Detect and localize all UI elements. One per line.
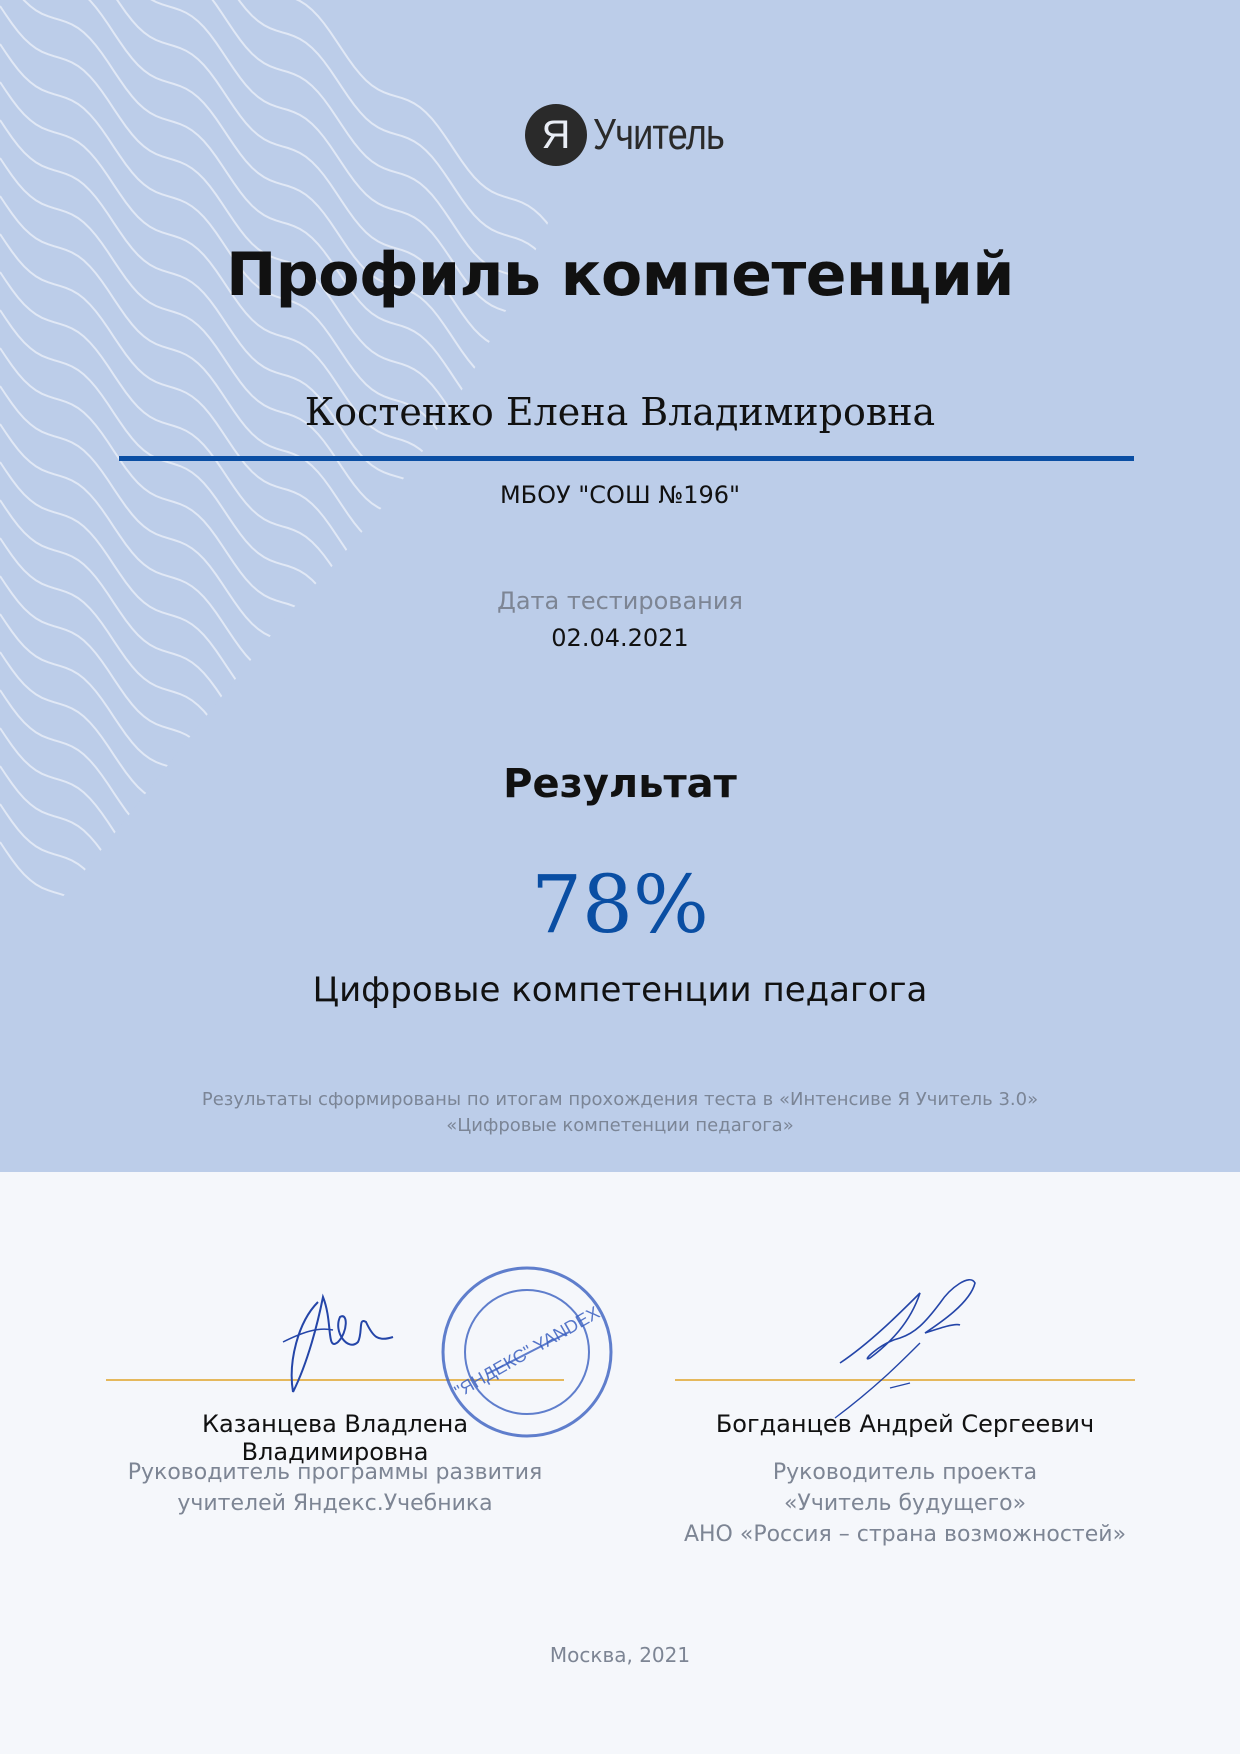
signatory-role-right-line-1: Руководитель проекта [772,1460,1038,1485]
test-date-label: Дата тестирования [497,587,743,615]
signatory-name-left: Казанцева Владлена Владимировна [201,1410,469,1466]
recipient-name: Костенко Елена Владимировна [304,390,936,434]
logo-mark: Я [525,104,587,166]
result-percentage: 78% [531,858,709,951]
test-date-value: 02.04.2021 [551,624,689,652]
logo-text: Учитель [593,110,724,159]
footer-city-year: Москва, 2021 [549,1643,691,1667]
signatory-role-left [106,1457,564,1519]
signatory-name-right: Богданцев Андрей Сергеевич [715,1410,1095,1438]
signatory-role-right [675,1457,1135,1550]
result-subject: Цифровые компетенции педагога [312,970,928,1010]
signatory-role-left-line-2: учителей Яндекс.Учебника [177,1491,493,1516]
stamp-text: "ЯНДЕКС" YANDEX [451,1302,603,1402]
signatory-role-right-line-3: АНО «Россия – страна возможностей» [683,1522,1127,1547]
page-title: Профиль компетенций [226,240,1014,310]
organization: МБОУ "СОШ №196" [499,481,741,509]
result-label: Результат [503,761,737,807]
yandex-uchitel-logo [525,104,753,166]
name-underline [119,456,1134,461]
signature-left [278,1282,398,1402]
signatory-role-right-line-2: «Учитель будущего» [783,1491,1027,1516]
signature-right [820,1263,980,1423]
results-note-line-2: «Цифровые компетенции педагога» [446,1115,794,1136]
company-stamp [437,1262,617,1442]
results-note-line-1: Результаты сформированы по итогам прохождения теста в «Интенсиве Я Учитель 3.0» [201,1089,1039,1110]
signatory-role-left-line-1: Руководитель программы развития [127,1460,543,1485]
results-note [0,1087,1240,1139]
